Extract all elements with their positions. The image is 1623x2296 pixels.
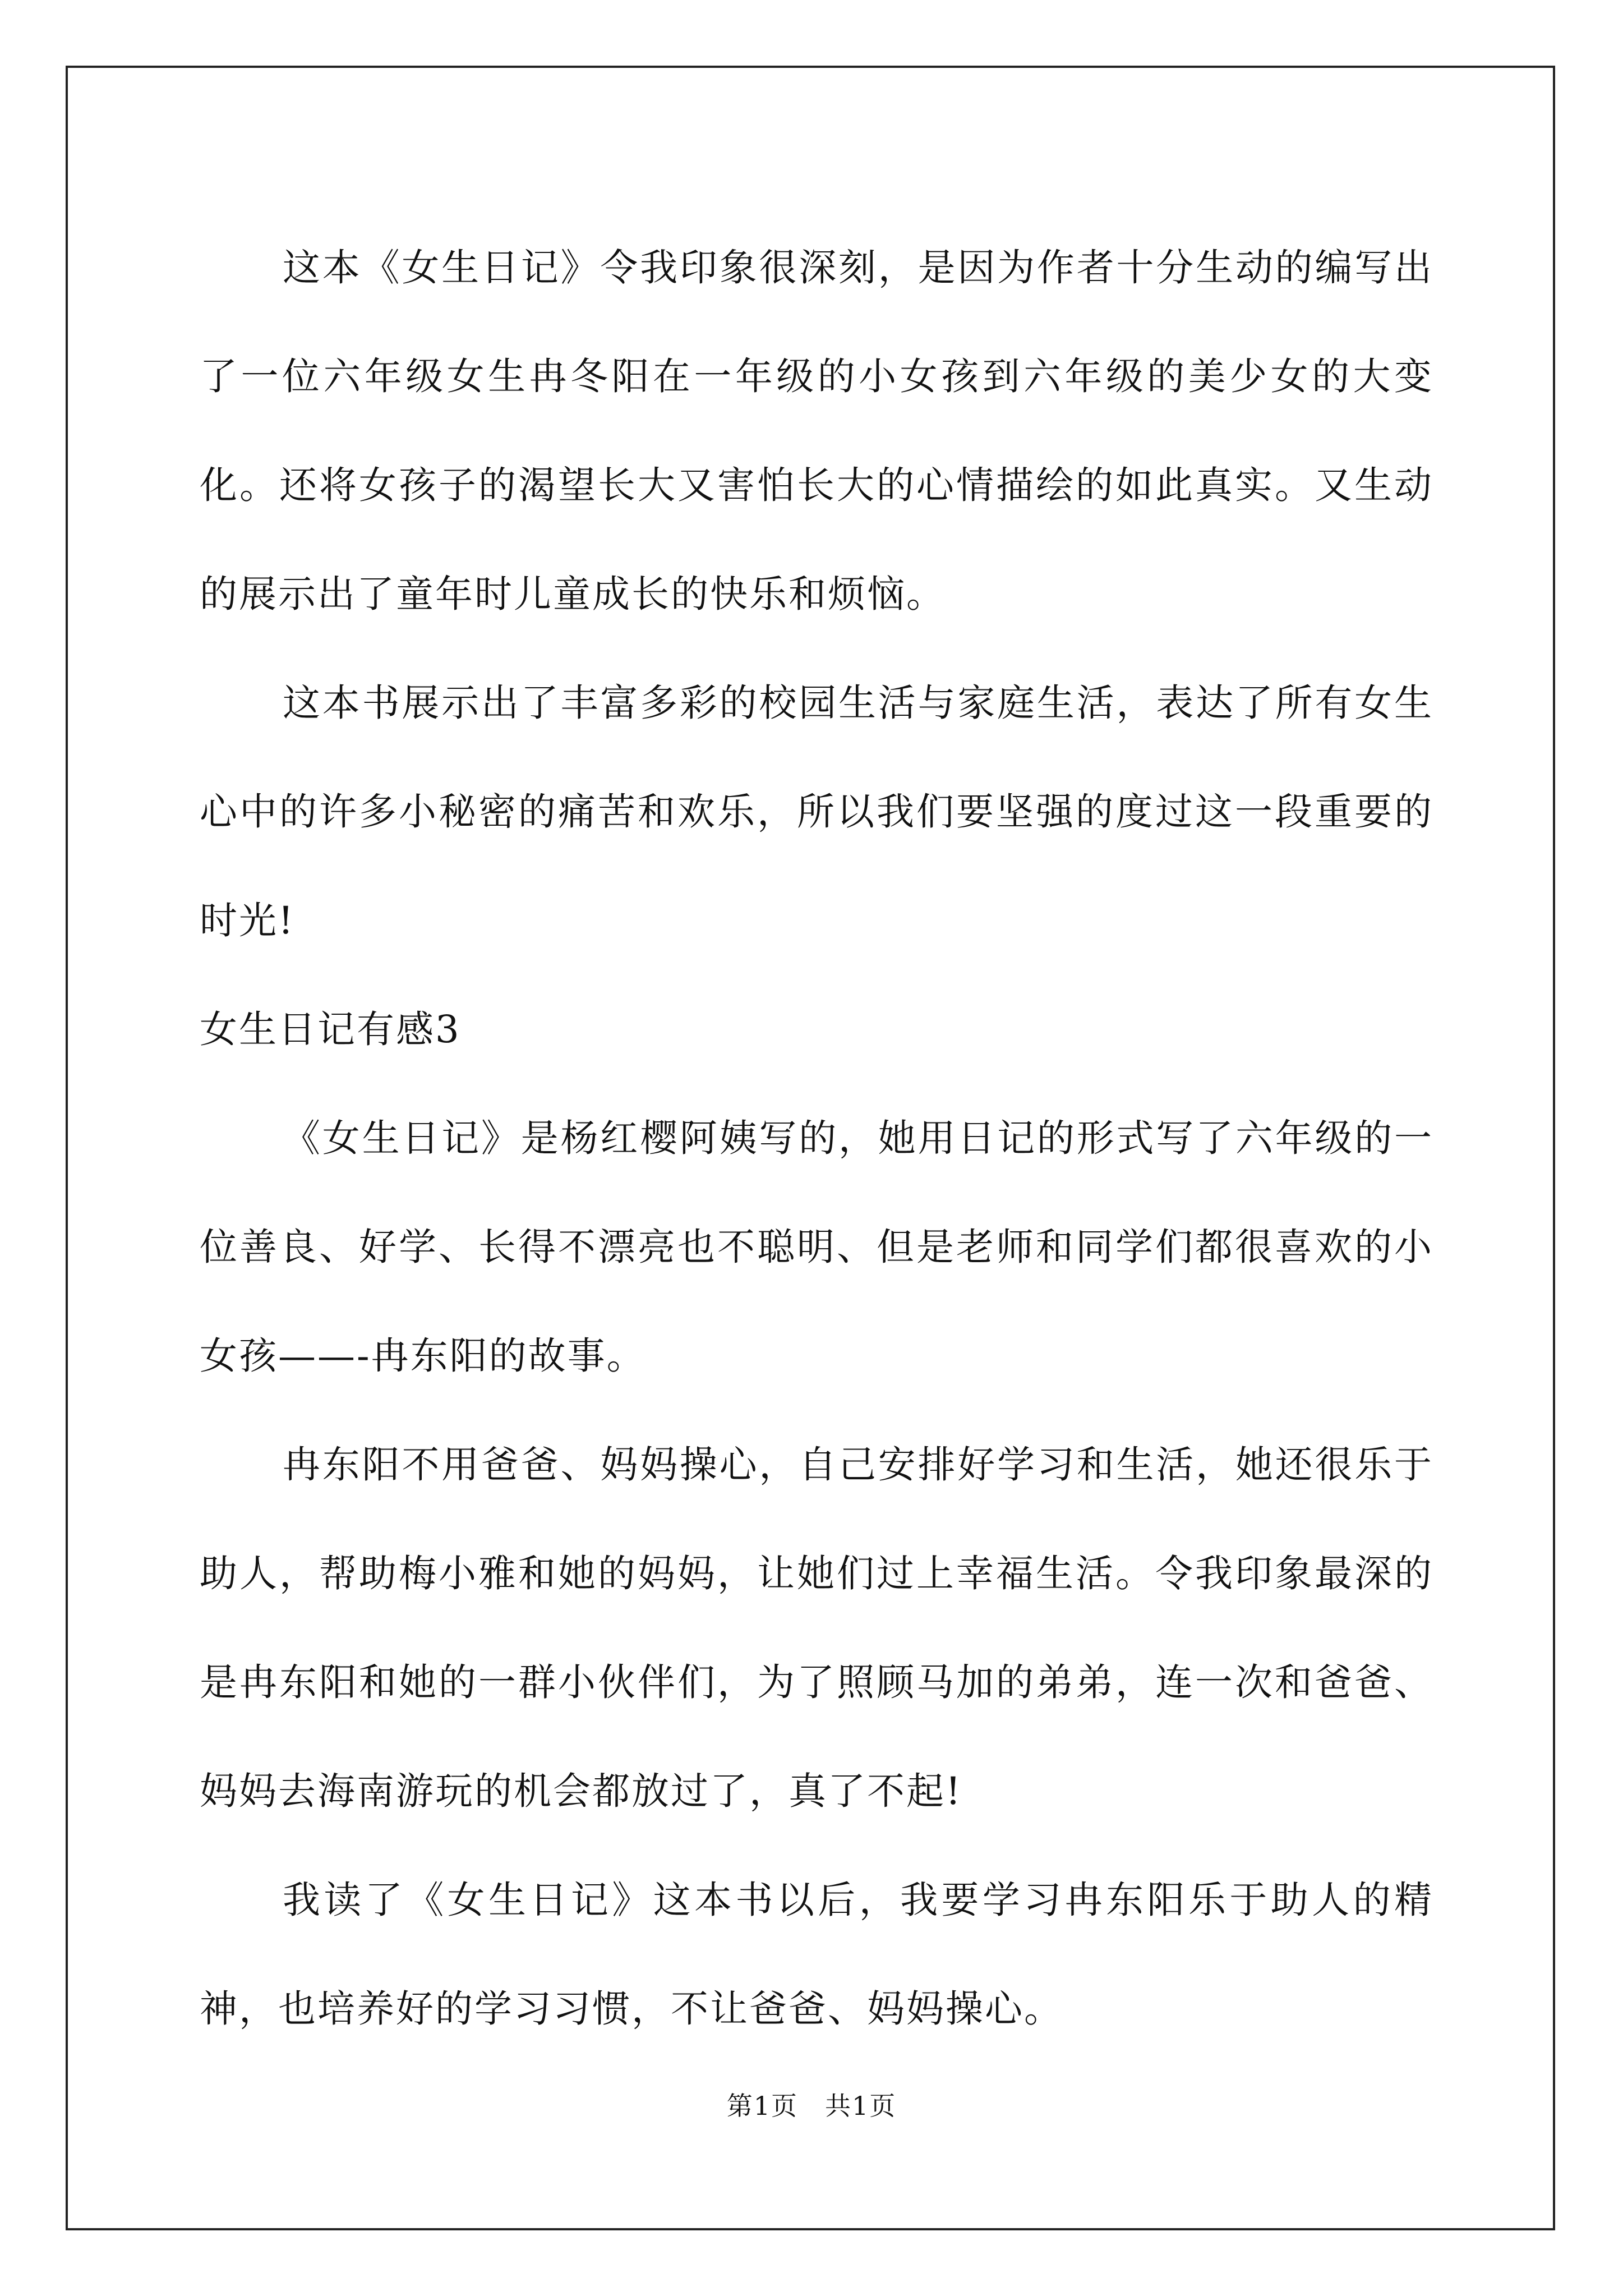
paragraph-2: 这本书展示出了丰富多彩的校园生活与家庭生活，表达了所有女生心中的许多小秘密的痛苦和欢乐，所以我们要坚强的度过这一段重要的时光! xyxy=(200,681,1433,942)
paragraph-4: 冉东阳不用爸爸、妈妈操心，自己安排好学习和生活，她还很乐于助人，帮助梅小雅和她的妈妈，让她们过上幸福生活。令我印象最深的是冉东阳和她的一群小伙伴们，为了照顾马加的弟弟，连一次和爸爸、妈妈去海南游玩的机会都放过了，真了不起! xyxy=(200,1443,1433,1813)
paragraph-3: 《女生日记》是杨红樱阿姨写的，她用日记的形式写了六年级的一位善良、好学、长得不漂亮也不聪明、但是老师和同学们都很喜欢的小女孩——-冉东阳的故事。 xyxy=(200,1116,1433,1378)
paragraph-1: 这本《女生日记》令我印象很深刻，是因为作者十分生动的编写出了一位六年级女生冉冬阳在一年级的小女孩到六年级的美少女的大变化。还将女孩子的渴望长大又害怕长大的心情描绘的如此真实。又生动的展示出了童年时儿童成长的快乐和烦恼。 xyxy=(200,246,1433,616)
paragraph-5: 我读了《女生日记》这本书以后，我要学习冉东阳乐于助人的精神，也培养好的学习习惯，不让爸爸、妈妈操心。 xyxy=(200,1878,1433,2031)
page-footer: 第1页 共1页 xyxy=(726,2091,897,2121)
section-heading: 女生日记有感3 xyxy=(200,1007,461,1051)
document-body xyxy=(200,213,1433,2063)
